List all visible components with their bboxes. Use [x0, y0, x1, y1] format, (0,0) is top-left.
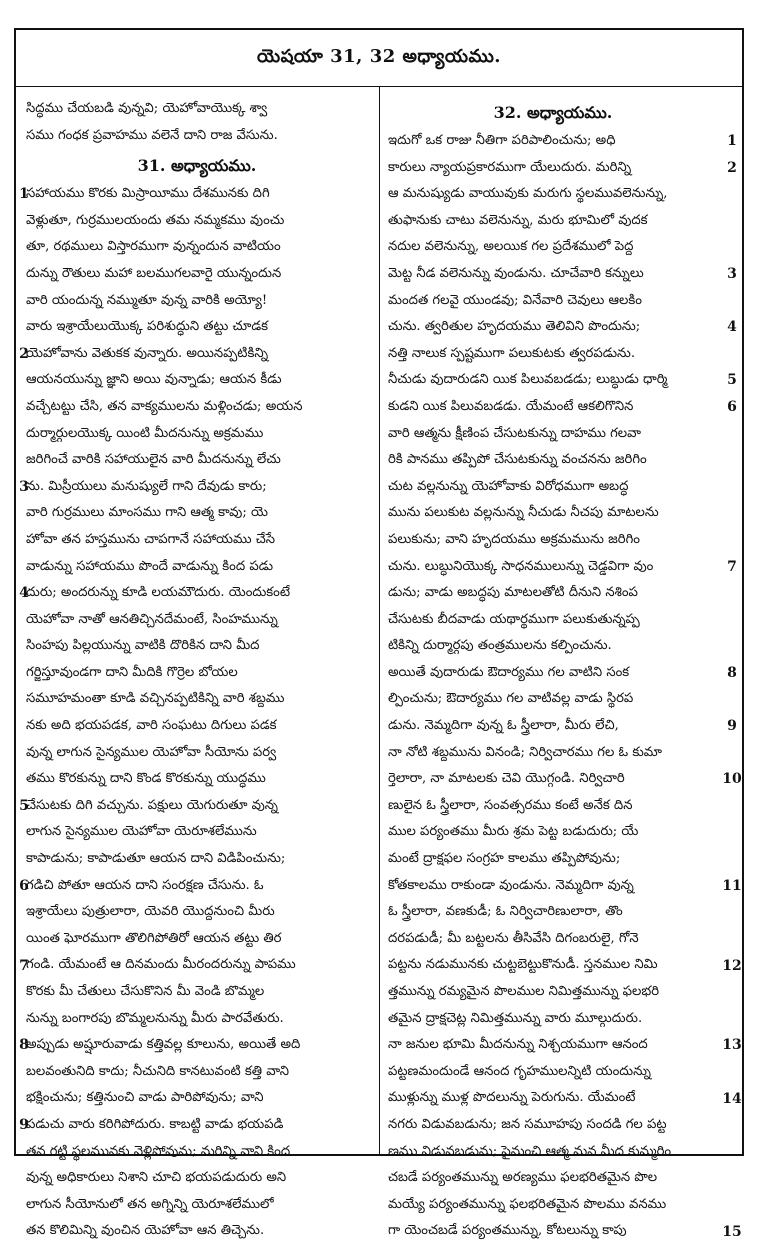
text-line: గడిచి పోతూ ఆయన దాని సంరక్షణ చేసును. ఓ [26, 877, 264, 893]
verse-number: 6 [727, 399, 737, 415]
right-column [388, 96, 742, 1245]
text-line: సము గంధక ప్రవాహము వలెనే దాని రాజ వేసును. [26, 127, 278, 143]
text-line: ణులైన ఓ స్త్రీలారా, సంవత్సరము కంటే అనేక దిన [388, 797, 633, 813]
text-line: నా నోటి శబ్దమును వినండి; నిర్విచారము గల ఓ కుమా [388, 744, 662, 760]
text-line: లాగున సీయోనులో తన అగ్నిన్ని యెరూశలేములో [26, 1196, 274, 1212]
text-line: ణము విడువబడును; పైనుంచి ఆత్మ మన మీద కుమ్మరిం [388, 1143, 672, 1159]
text-line: అయితే వుదారుడు ఔదార్యము గల వాటిని సంక [388, 664, 630, 680]
text-line: ఆ మనుష్యుడు వాయువుకు మరుగు స్థలమువలెనున్ను, [388, 186, 668, 202]
verse-number: 2 [19, 345, 29, 362]
text-line: వాడున్ను సహాయము పొందే వాడున్ను కింద పడు [26, 558, 274, 574]
verse-number: 15 [722, 1223, 742, 1240]
text-line: తము కొరకున్ను దాని కొండ కొరకున్ను యుద్ధము [26, 771, 266, 787]
verse-number: 5 [727, 372, 737, 389]
text-line: హోవా తన హస్తమును చాపగానే సహాయము చేసే [26, 531, 276, 547]
text-line: వారి యందున్న నమ్ముతూ వున్న వారికి అయ్యో! [26, 292, 268, 308]
text-line: చుట వల్లనున్ను యెహోవాకు విరోధముగా అబద్ధ [388, 478, 629, 494]
text-line: మందత గలవై యుండవు; వినేవారి చెవులు ఆలకిం [388, 292, 642, 308]
verse-number: 4 [19, 585, 29, 602]
verse-number: 2 [727, 159, 737, 176]
text-line: అప్పుడు అష్షూరువాడు కత్తివల్ల కూలును, అయితే అది [26, 1037, 301, 1053]
text-line: తన కొలిమిన్ని వుంచిన యెహోవా ఆన తిచ్చెను. [26, 1223, 265, 1239]
text-line: ముల పర్యంతము మీరు శ్రమ పెట్ట బడుదురు; యే [388, 824, 639, 840]
text-line: తూ, రథములు విస్తారముగా వున్నందున వాటియం [26, 239, 281, 255]
text-line: వారు ఇశ్రాయేలుయొక్క పరిశుద్ధుని తట్టు చూడక [26, 319, 268, 335]
text-line: నకు అది భయపడక, వారి సంఘటు దిగులు పడక [26, 718, 277, 734]
text-line: ఇశ్రాయేలు పుత్రులారా, యెవరి యొద్దనుంచి మీరు [26, 904, 275, 920]
text-line: మెట్ట నీడ వలెనున్ను వుండును. చూచేవారి కన్నులు [388, 265, 644, 281]
verse-number: 14 [722, 1090, 742, 1107]
text-line: రికి పానము తప్పిపో చేసుటకున్ను వంచనను జరిగిం [388, 452, 647, 468]
text-line: త్తమున్ను రమ్యమైన పొలముల నిమిత్తమున్ను ఫలభరి [388, 984, 660, 999]
verse-number: 3 [727, 266, 737, 282]
text-line: నీచుడు వుదారుడని యిక పిలువబడడు; లుబ్ధుడు ధార్మి [388, 372, 668, 388]
verse-number: 9 [727, 718, 737, 735]
verse-number: 6 [19, 877, 29, 894]
text-line: చబడే పర్యంతమున్ను అరణ్యము ఫలభరితమైన పొల [388, 1170, 658, 1186]
text-line: వున్న లాగున సైన్యముల యెహోవా సీయోను పర్వ [26, 744, 277, 760]
verse-number: 11 [722, 877, 742, 894]
text-line: గర్జిస్తూవుండగా దాని మీదికి గొర్రెల బోయల [26, 664, 238, 680]
text-line: తుఫానుకు చాటు వలెనున్ను, మరు భూమిలో వుదక [388, 212, 648, 228]
left-top-lines [26, 96, 368, 149]
verse-number: 12 [722, 957, 742, 974]
page-title: యెషయా 31, 32 అధ్యాయము. [256, 45, 502, 67]
verse-number: 9 [19, 1117, 29, 1134]
text-line: జరిగించే వారికి సహాయులైన వారి మీదనున్ను లేచు [26, 452, 281, 468]
page-header [16, 30, 742, 87]
text-line: ఓ స్త్రీలారా, వణకుడీ; ఓ నిర్విచారిణులారా, తొం [388, 904, 623, 920]
text-line: మంటే ద్రాక్షఫల సంగ్రహ కాలము తప్పిపోవును; [388, 851, 621, 867]
text-line: మయ్యే పర్యంతమున్ను ఫలభరితమైన పొలము వనము [388, 1196, 667, 1212]
text-line: పట్టను నడుమునకు చుట్టబెట్టుకొనుడీ. స్తనముల నిమి [388, 957, 658, 973]
text-line: గా యెంచబడే పర్యంతమున్ను, కోటలున్ను కాపు [388, 1223, 627, 1239]
text-line: పట్టణమందుండే ఆనంద గృహములన్నిటి యందున్ను [388, 1063, 651, 1079]
text-line: నత్తి నాలుక స్పష్టముగా పలుకుటకు త్వరపడును. [388, 345, 636, 361]
text-line: ను. మిస్రీయులు మనుష్యులే గాని దేవుడు కారు; [26, 478, 267, 494]
column-divider [379, 86, 380, 1154]
text-line: పడుచు వారు కరిగిపోదురు. కాబట్టి వాడు భయపడి [26, 1116, 284, 1132]
text-line: పలుకును; వాని హృదయము అక్రమమును జరిగిం [388, 531, 640, 547]
text-line: వచ్చేటట్టు చేసి, తన వాక్యములను మళ్లించడు; అయన [26, 398, 303, 414]
chapter-32-text [388, 128, 742, 1245]
text-line: యెహోవాను వెతుకక వున్నారు. అయినప్పటికిన్ని [26, 345, 269, 361]
text-line: నదుల వలెనున్ను, అలయిక గల ప్రదేశములో పెద్ద [388, 239, 634, 255]
text-line: దుర్మార్గులయొక్క యింటి మీదనున్ను అక్రమము [26, 425, 264, 441]
text-line: కోతకాలము రాకుండా వుండును. నెమ్మదిగా వున్న [388, 877, 634, 893]
verse-number: 8 [727, 665, 737, 681]
text-line: వున్న అధికారులు నిశాని చూచి భయపడుదురు అని [26, 1170, 287, 1186]
text-line: వారి ఆత్మను క్షీణింప చేసుటకున్ను దాహము గలవా [388, 425, 641, 441]
text-line: డును; వాడు అబద్ధపు మాటలతోటి దీనుని నశింప [388, 585, 638, 601]
text-line: ముళ్లున్ను ముళ్ల పొదలున్ను పెరుగును. యేమంటే [388, 1090, 636, 1106]
text-line: సింహపు పిల్లయున్ను వాటికి దొరికిన దాని మీద [26, 638, 260, 654]
text-line: లాగున సైన్యముల యెహోవా యెరూశలేమును [26, 824, 257, 840]
text-line: టికిన్ని దుర్మార్గపు తంత్రములను కల్పించును. [388, 638, 612, 654]
verse-number: 4 [727, 319, 737, 336]
verse-number: 5 [19, 797, 29, 814]
text-line: సిద్ధము చేయబడి వున్నవి; యెహోవాయొక్క శ్వా [26, 101, 268, 116]
text-line: భక్షించును; కత్తినుంచి వాడు పారిపోవును; వాని [26, 1090, 264, 1106]
text-line: నగరు విడువబడును; జన సమూహపు సందడి గల పట్ట [388, 1116, 667, 1132]
page-frame [14, 28, 744, 1240]
text-line: దురు; అందరున్ను కూడి లయమౌదురు. యెందుకంటే [26, 585, 291, 601]
text-line: నా జనుల భూమి మీదనున్ను నిశ్చయముగా ఆనంద [388, 1037, 648, 1053]
text-line: తమైన ద్రాక్షచెట్ల నిమిత్తమున్ను వారు మూల్గుదురు. [388, 1010, 643, 1026]
text-line: కాపాడును; కాపాడుతూ ఆయన దాని విడిపించును; [26, 851, 286, 867]
text-line: దున్ను రౌతులు మహా బలముగలవారై యున్నందున [26, 265, 282, 281]
text-line: సమూహమంతా కూడి వచ్చినప్పటికిన్ని వారి శబ్దము [26, 691, 285, 707]
text-line: చేసుటకు దిగి వచ్చును. పక్షులు యెగురుతూ వున్న [26, 797, 278, 813]
text-line: కుడని యిక పిలువబడడు. యేమంటే ఆకలిగొనిన [388, 398, 634, 414]
verse-number: 1 [19, 186, 29, 203]
verse-number: 7 [727, 558, 737, 575]
chapter-31-heading: 31. అధ్యాయము. [137, 156, 257, 176]
text-line: మును పలుకుట వల్లనున్ను నీచుడు నీచపు మాటలను [388, 505, 659, 521]
text-line: చేసుటకు బీదవాడు యథార్థముగా పలుకుతున్నప్ప [388, 611, 640, 627]
chapter-32-heading: 32. అధ్యాయము. [493, 103, 613, 122]
text-line: దరపడుడీ; మీ బట్టలను తీసివేసి దిగంబరులై, గోనె [388, 930, 639, 946]
chapter-31-text [19, 181, 368, 1245]
text-line: గండి. యేమంటే ఆ దినమందు మీరందరున్ను పాపము [26, 957, 296, 973]
text-line: యెహోవా నాతో ఆనతిచ్చినదేమంటే, సింహమున్ను [26, 611, 278, 627]
text-line: వారి గుర్రములు మాంసము గాని ఆత్మ కావు; యె [26, 505, 268, 521]
text-line: చును. త్వరితుల హృదయము తెలివిని పొందును; [388, 319, 641, 335]
text-line: కారులు న్యాయప్రకారముగా యేలుదురు. మరిన్ని [388, 159, 632, 175]
left-column [19, 96, 368, 1245]
text-line: ఇదుగో ఒక రాజు నీతిగా పరిపాలించును; అధి [388, 133, 616, 148]
text-line: సహాయము కొరకు మిస్రాయీము దేశమునకు దిగి [26, 186, 270, 202]
text-line: నున్ను బంగారపు బొమ్మలనున్ను మీరు పారవేతురు. [26, 1010, 284, 1026]
text-line: ఆయనయున్ను జ్ఞాని అయి వున్నాడు; ఆయన కీడు [26, 372, 282, 388]
text-line: డును. నెమ్మదిగా వున్న ఓ స్త్రీలారా, మీరు లేచి, [388, 718, 619, 734]
text-line: కొరకు మీ చేతులు చేసుకొనిన మీ వెండి బొమ్మల [26, 984, 265, 999]
verse-number: 8 [19, 1037, 29, 1054]
text-line: తన గట్టి స్థలమునకు వెళ్లిపోవును; మరిన్ని వాని కింద [26, 1143, 291, 1159]
verse-number: 7 [19, 957, 29, 974]
verse-number: 10 [722, 771, 742, 788]
verse-number: 1 [727, 133, 737, 149]
text-line: వెళ్లుతూ, గుర్రములయందు తమ నమ్మకము వుంచు [26, 212, 285, 228]
text-line: బలవంతునిది కాదు; నీచునిది కానటువంటి కత్తి వాని [26, 1063, 289, 1079]
text-line: ల్పించును; ఔదార్యము గల వాటివల్ల వాడు స్థిరప [388, 691, 634, 707]
verse-number: 3 [19, 478, 29, 495]
text-line: ర్తెలారా, నా మాటలకు చెవి యొగ్గండి. నిర్విచారి [388, 771, 625, 787]
text-line: యింత ఘోరముగా తొలిగిపోతిరో ఆయన తట్టు తిర [26, 930, 282, 946]
text-line: చును. లుబ్ధునియొక్క సాధనములున్ను చెడ్డవిగా వుం [388, 558, 654, 574]
verse-number: 13 [722, 1037, 742, 1054]
